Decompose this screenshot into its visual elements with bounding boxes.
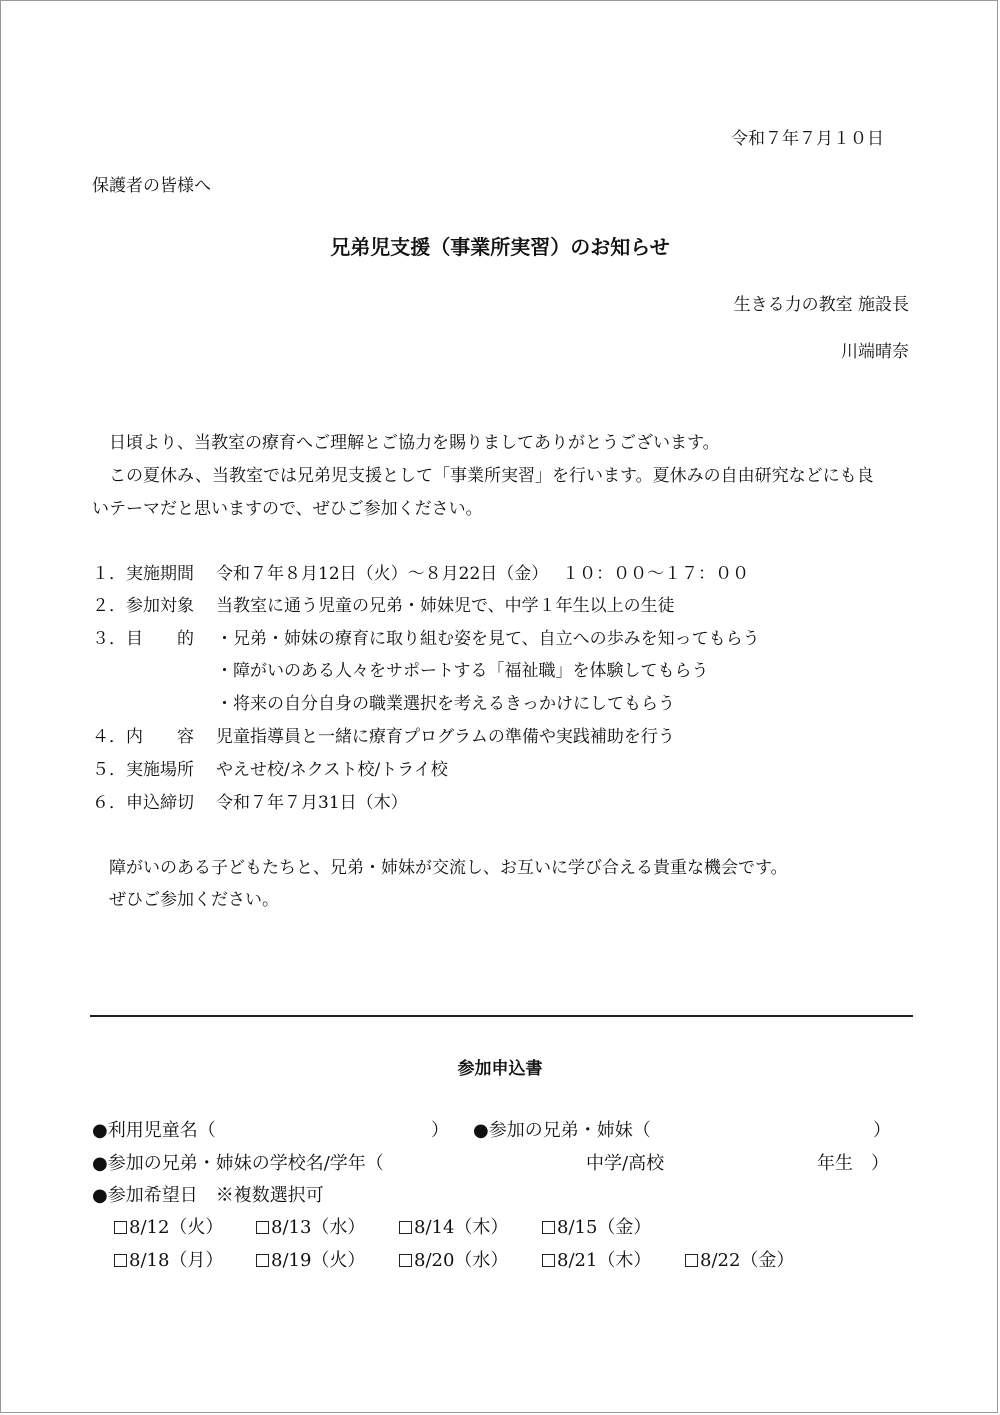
item-number: ５． bbox=[92, 760, 126, 780]
item-value: ・障がいのある人々をサポートする「福祉職」を体験してもらう bbox=[216, 661, 709, 681]
item-label: 実施期間 bbox=[126, 564, 194, 584]
closing-line-1: 障がいのある子どもたちと、兄弟・姉妹が交流し、お互いに学び合える貴重な機会です。 bbox=[109, 858, 788, 878]
checkbox-icon bbox=[114, 1254, 127, 1267]
addressee: 保護者の皆様へ bbox=[92, 176, 211, 196]
list-item bbox=[92, 726, 675, 748]
item-value: 児童指導員と一緒に療育プログラムの準備や実践補助を行う bbox=[216, 727, 675, 747]
date-option[interactable]: 8/18（月） bbox=[114, 1250, 223, 1272]
item-value: 当教室に通う児童の兄弟・姉妹児で、中学１年生以上の生徒 bbox=[216, 596, 675, 616]
item-value: 令和７年８月12日（火）～８月22日（金） １０：００～１７：００ bbox=[216, 564, 750, 584]
item-number: １． bbox=[92, 564, 126, 584]
date-option[interactable]: 8/12（火） bbox=[114, 1217, 223, 1239]
list-item bbox=[92, 563, 749, 585]
child-name-label: ●利用児童名（ bbox=[92, 1120, 216, 1141]
child-name-field[interactable] bbox=[226, 1120, 426, 1142]
item-label: 目 的 bbox=[126, 629, 194, 649]
dates-label: ●参加希望日 ※複数選択可 bbox=[92, 1185, 324, 1206]
closing-line-2: ぜひご参加ください。 bbox=[109, 890, 279, 910]
document-title: 兄弟児支援（事業所実習）のお知らせ bbox=[330, 235, 670, 259]
item-label: 申込締切 bbox=[126, 793, 194, 813]
child-name-close: ） bbox=[431, 1120, 449, 1141]
checkbox-icon bbox=[685, 1254, 698, 1267]
sibling-close: ） bbox=[873, 1120, 891, 1141]
school-type: 中学/高校 bbox=[586, 1153, 665, 1174]
sibling-name-field[interactable] bbox=[681, 1120, 871, 1142]
form-title: 参加申込書 bbox=[457, 1059, 543, 1079]
checkbox-icon bbox=[399, 1221, 412, 1234]
date-option[interactable]: 8/15（金） bbox=[542, 1217, 651, 1239]
item-value: 令和７年７月31日（木） bbox=[216, 793, 408, 813]
list-item bbox=[92, 792, 408, 814]
item-number: ４． bbox=[92, 727, 126, 747]
school-label: ●参加の兄弟・姉妹の学校名/学年（ bbox=[92, 1153, 384, 1174]
item-label: 実施場所 bbox=[126, 760, 194, 780]
date-option[interactable]: 8/14（木） bbox=[399, 1217, 508, 1239]
checkbox-icon bbox=[114, 1221, 127, 1234]
item-label: 参加対象 bbox=[126, 596, 194, 616]
checkbox-icon bbox=[542, 1221, 555, 1234]
item-label: 内 容 bbox=[126, 727, 194, 747]
list-item bbox=[92, 628, 760, 650]
checkbox-icon bbox=[542, 1254, 555, 1267]
school-name-field[interactable] bbox=[421, 1153, 581, 1175]
item-number: ３． bbox=[92, 629, 126, 649]
grade-field[interactable] bbox=[681, 1153, 811, 1175]
list-item bbox=[92, 595, 675, 617]
item-value: やえせ校/ネクスト校/トライ校 bbox=[216, 760, 448, 780]
checkbox-icon bbox=[256, 1254, 269, 1267]
checkbox-icon bbox=[399, 1254, 412, 1267]
list-item bbox=[92, 759, 448, 781]
body-paragraph-1: 日頃より、当教室の療育へご理解とご協力を賜りましてありがとうございます。 bbox=[109, 433, 720, 453]
item-number: ６． bbox=[92, 793, 126, 813]
date-option[interactable]: 8/20（水） bbox=[399, 1250, 508, 1272]
issue-date: 令和７年７月１０日 bbox=[731, 129, 884, 149]
date-option[interactable]: 8/21（木） bbox=[542, 1250, 651, 1272]
body-paragraph-2a: この夏休み、当教室では兄弟児支援として「事業所実習」を行います。夏休みの自由研究などにも良 bbox=[109, 466, 874, 486]
sibling-label: ●参加の兄弟・姉妹（ bbox=[473, 1120, 651, 1141]
date-option[interactable]: 8/22（金） bbox=[685, 1250, 794, 1272]
item-number: ２． bbox=[92, 596, 126, 616]
list-item bbox=[92, 660, 709, 682]
cut-line-divider bbox=[90, 1015, 913, 1017]
sender-org: 生きる力の教室 施設長 bbox=[733, 295, 909, 315]
item-value: ・兄弟・姉妹の療育に取り組む姿を見て、自立への歩みを知ってもらう bbox=[216, 629, 760, 649]
date-option[interactable]: 8/19（火） bbox=[256, 1250, 365, 1272]
sender-name: 川端晴奈 bbox=[841, 342, 909, 362]
body-paragraph-2b: いテーマだと思いますので、ぜひご参加ください。 bbox=[92, 499, 483, 519]
list-item bbox=[92, 693, 675, 715]
item-value: ・将来の自分自身の職業選択を考えるきっかけにしてもらう bbox=[216, 694, 675, 714]
date-option[interactable]: 8/13（水） bbox=[256, 1217, 365, 1239]
checkbox-icon bbox=[256, 1221, 269, 1234]
grade-suffix: 年生 ） bbox=[817, 1153, 889, 1174]
